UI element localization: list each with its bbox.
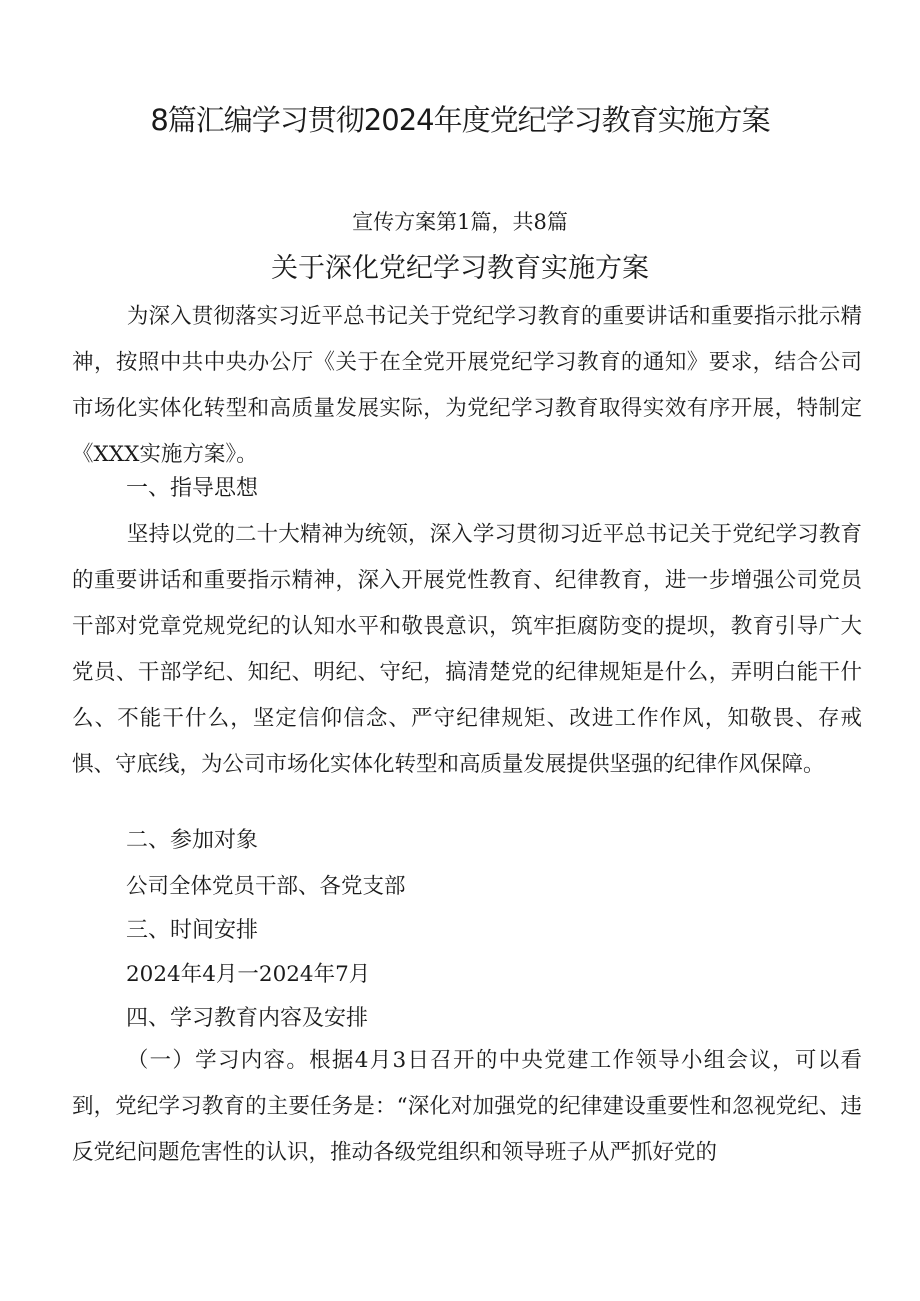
section-heading-content: 四、学习教育内容及安排 <box>126 1006 369 1031</box>
document-title: 8篇汇编学习贯彻2024年度党纪学习教育实施方案 <box>150 103 770 137</box>
section-heading-guiding-ideology: 一、指导思想 <box>126 476 259 501</box>
section-text-guiding-ideology: 坚持以党的二十大精神为统领，深入学习贯彻习近平总书记关于党纪学习教育的重要讲话和重要指示精神，深入开展党性教育、纪律教育，进一步增强公司党员干部对党章党规党纪的认知水平和敬畏意识，筑牢拒腐防变的提坝，教育引导广大党员、干部学纪、知纪、明纪、守纪，搞清楚党的纪律规矩是什么，弄明白能干什么、不能干什么，坚定信仰信念、严守纪律规矩、改进工作作风，知敬畏、存戒惧、守底线，为公司市场化实体化转型和高质量发展提供坚强的纪律作风保障。 <box>72 522 862 777</box>
section-heading-schedule: 三、时间安排 <box>126 918 259 943</box>
intro-paragraph: 为深入贯彻落实习近平总书记关于党纪学习教育的重要讲话和重要指示批示精神，按照中共中央办公厅《关于在全党开展党纪学习教育的通知》要求，结合公司市场化实体化转型和高质量发展实际，为党纪学习教育取得实效有序开展，特制定《XXX实施方案》。 <box>72 304 862 467</box>
part-label: 宣传方案第1篇，共8篇 <box>352 210 568 234</box>
section-heading-participants: 二、参加对象 <box>126 828 259 853</box>
article-title: 关于深化党纪学习教育实施方案 <box>271 253 649 284</box>
section-text-schedule: 2024年4月一2024年7月 <box>126 962 371 987</box>
section-text-content: （一）学习内容。根据4月3日召开的中央党建工作领导小组会议，可以看到，党纪学习教育的主要任务是：“深化对加强党的纪律建设重要性和忽视党纪、违反党纪问题危害性的认识，推动各级党组织和领导班子从严抓好党的 <box>72 1048 862 1165</box>
section-text-participants: 公司全体党员干部、各党支部 <box>126 874 406 899</box>
